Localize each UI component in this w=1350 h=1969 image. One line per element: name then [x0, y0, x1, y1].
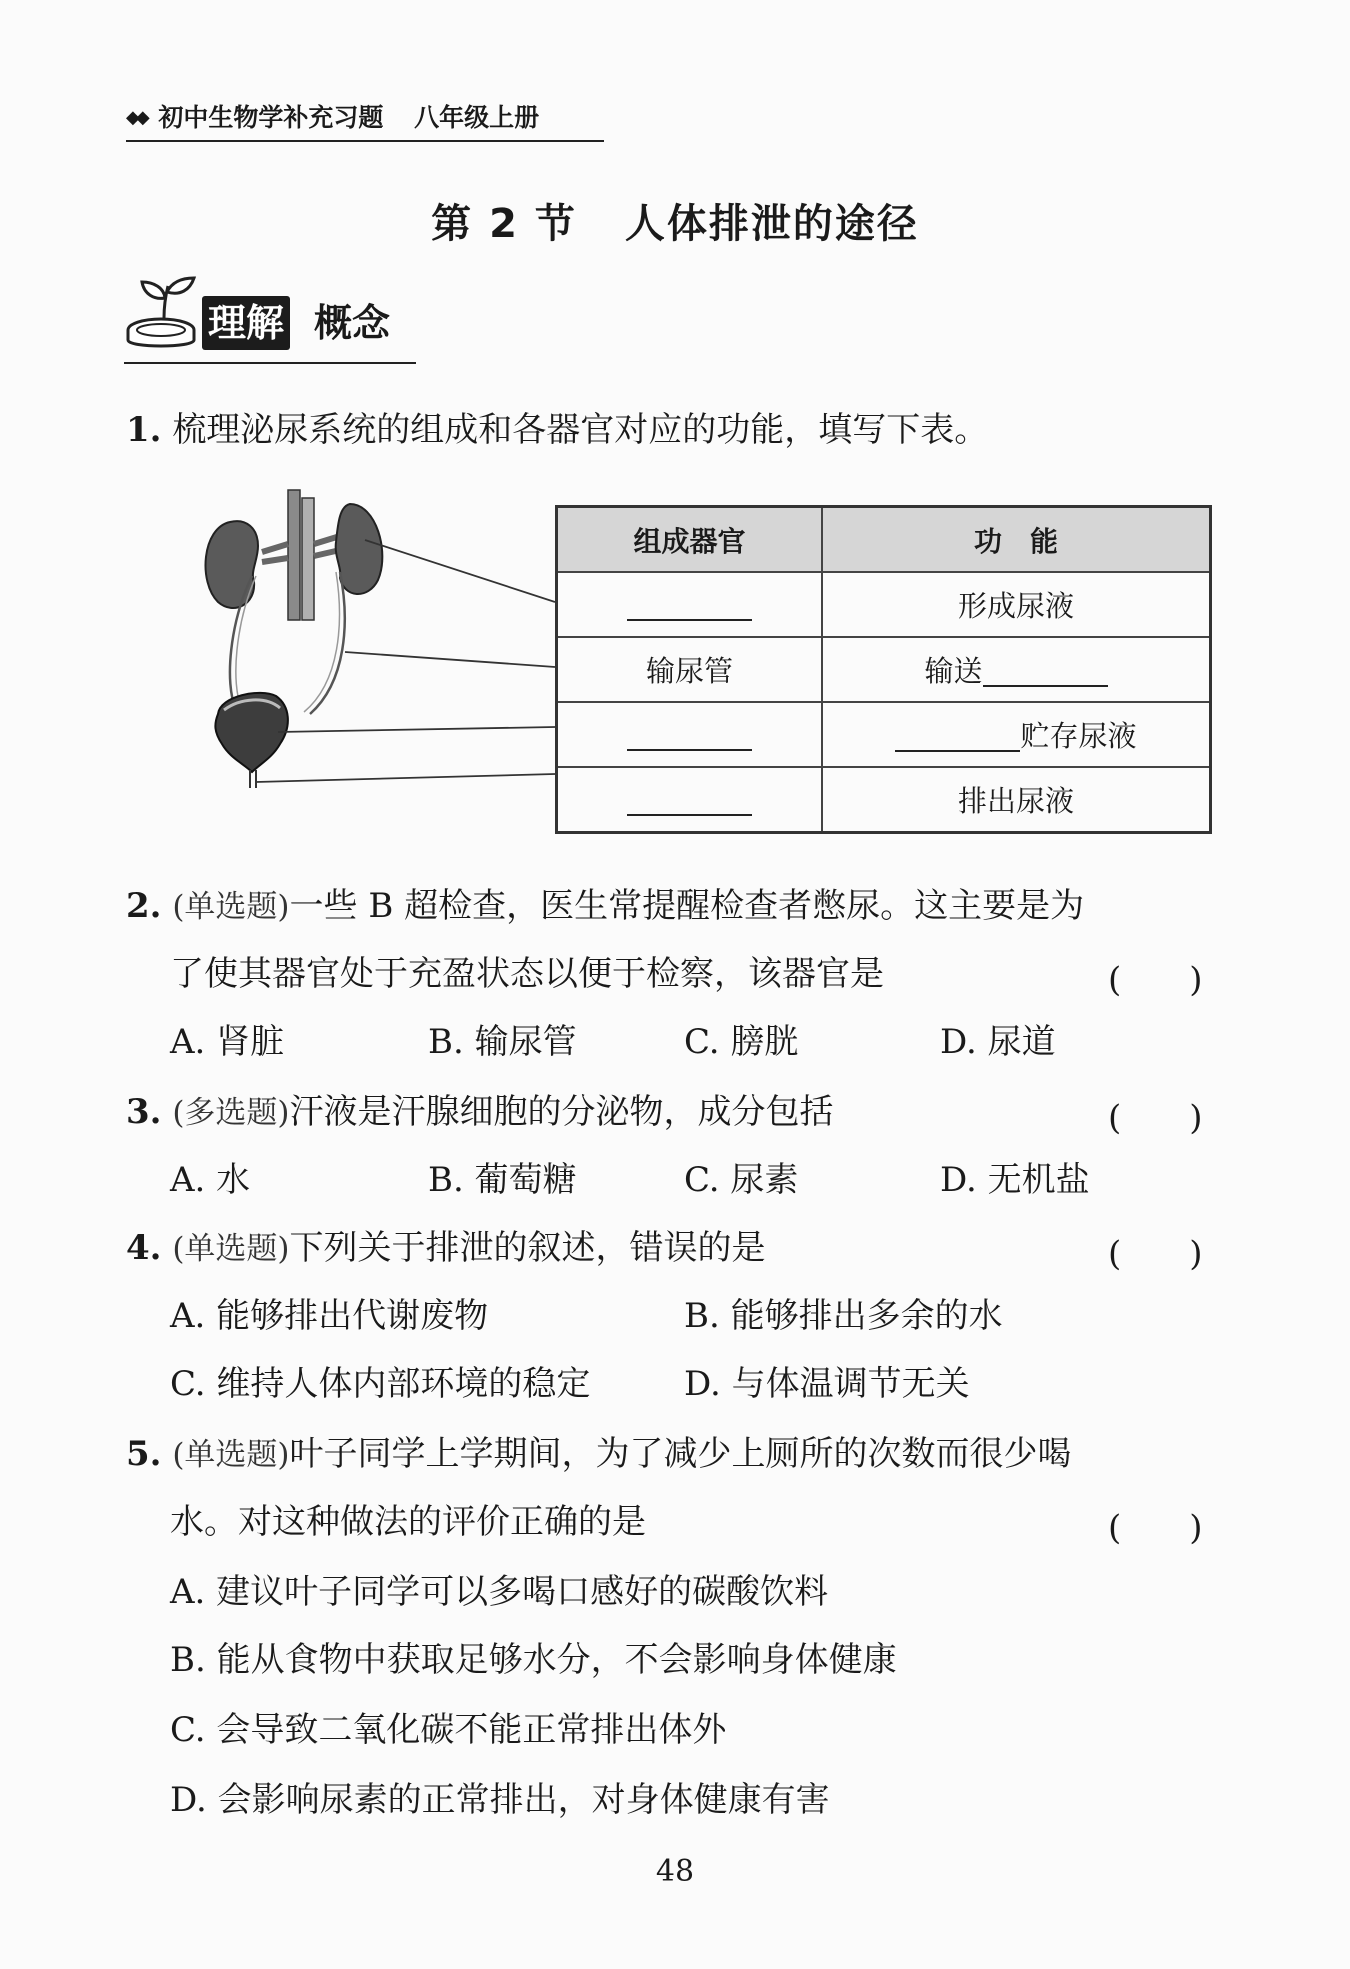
option-d[interactable]: D. 会影响尿素的正常排出，对身体健康有害 [170, 1780, 830, 1820]
function-cell [822, 637, 1211, 702]
page-number: 48 [655, 1854, 695, 1889]
question-type: (单选题) [172, 1437, 290, 1473]
option-a[interactable]: A. 建议叶子同学可以多喝口感好的碳酸饮料 [170, 1572, 829, 1612]
option-b[interactable]: B. 能从食物中获取足够水分，不会影响身体健康 [170, 1640, 897, 1680]
option-a[interactable]: A. 肾脏 [170, 1022, 285, 1062]
function-cell [822, 702, 1211, 767]
question-text-line1: 叶子同学上学期间，为了减少上厕所的次数而很少喝 [289, 1434, 1072, 1474]
question-text-line1: 下列关于排泄的叙述，错误的是 [289, 1228, 766, 1268]
question-type: (单选题) [172, 889, 290, 925]
answer-paren[interactable]: ( ) [1108, 960, 1203, 1000]
question-number: 4. [126, 1228, 162, 1268]
question-number: 3. [126, 1092, 162, 1132]
seedling-dish-icon [124, 274, 198, 356]
function-cell: 排出尿液 [822, 767, 1211, 833]
option-c[interactable]: C. 维持人体内部环境的稳定 [170, 1364, 591, 1404]
organ-answer-blank[interactable] [557, 702, 823, 767]
function-answer-blank[interactable] [983, 655, 1108, 687]
question-5 [126, 1432, 1072, 1477]
banner-tag-concept: 概念 [314, 301, 391, 345]
grade-label: 八年级上册 [414, 103, 540, 132]
question-text-line1: 汗液是汗腺细胞的分泌物，成分包括 [289, 1092, 834, 1132]
running-header [126, 98, 604, 142]
option-c[interactable]: C. 会导致二氧化碳不能正常排出体外 [170, 1710, 727, 1750]
organ-answer-blank[interactable] [557, 572, 823, 637]
option-b[interactable]: B. 葡萄糖 [428, 1160, 577, 1200]
question-1 [126, 408, 988, 452]
question-2-line2: 了使其器官处于充盈状态以便于检察，该器官是 [170, 954, 884, 994]
table-row [557, 637, 1211, 702]
question-4 [126, 1226, 766, 1271]
question-text: 梳理泌尿系统的组成和各器官对应的功能，填写下表。 [172, 410, 989, 450]
option-b[interactable]: B. 能够排出多余的水 [684, 1296, 1003, 1336]
table-row [557, 702, 1211, 767]
organ-cell: 输尿管 [557, 637, 823, 702]
diamond-bullet-icon: ◆◆ [126, 107, 146, 128]
banner-tag-understand: 理解 [202, 296, 290, 350]
answer-paren[interactable]: ( ) [1108, 1098, 1203, 1138]
question-2 [126, 884, 1084, 929]
question-type: (多选题) [172, 1095, 290, 1131]
table-header-organ: 组成器官 [557, 507, 823, 573]
table-header-function: 功 能 [822, 507, 1211, 573]
function-suffix: 贮存尿液 [1020, 719, 1137, 753]
section-title [0, 192, 1350, 249]
function-prefix: 输送 [924, 654, 983, 688]
question-number: 1. [126, 410, 162, 450]
option-d[interactable]: D. 尿道 [940, 1022, 1056, 1062]
answer-paren[interactable]: ( ) [1108, 1234, 1203, 1274]
table-header-row [557, 507, 1211, 573]
question-number: 2. [126, 886, 162, 926]
function-cell: 形成尿液 [822, 572, 1211, 637]
table-row [557, 572, 1211, 637]
option-c[interactable]: C. 膀胱 [684, 1022, 799, 1062]
question-text-line1: 一些 B 超检查，医生常提醒检查者憋尿。这主要是为 [289, 886, 1085, 926]
option-d[interactable]: D. 无机盐 [940, 1160, 1090, 1200]
question-number: 5. [126, 1434, 162, 1474]
option-d[interactable]: D. 与体温调节无关 [684, 1364, 970, 1404]
question-3 [126, 1090, 834, 1135]
table-row [557, 767, 1211, 833]
book-title: 初中生物学补充习题 [158, 103, 384, 132]
option-b[interactable]: B. 输尿管 [428, 1022, 577, 1062]
urinary-organ-table [555, 505, 1212, 834]
option-a[interactable]: A. 能够排出代谢废物 [170, 1296, 489, 1336]
question-type: (单选题) [172, 1231, 290, 1267]
option-a[interactable]: A. 水 [170, 1160, 251, 1200]
function-answer-blank[interactable] [895, 720, 1020, 752]
question-5-line2: 水。对这种做法的评价正确的是 [170, 1502, 646, 1542]
answer-paren[interactable]: ( ) [1108, 1508, 1203, 1548]
urinary-system-diagram [200, 482, 560, 822]
concept-banner [124, 272, 416, 364]
section-number: 第 2 节 [431, 201, 577, 247]
organ-answer-blank[interactable] [557, 767, 823, 833]
option-c[interactable]: C. 尿素 [684, 1160, 799, 1200]
section-heading: 人体排泄的途径 [624, 201, 919, 247]
